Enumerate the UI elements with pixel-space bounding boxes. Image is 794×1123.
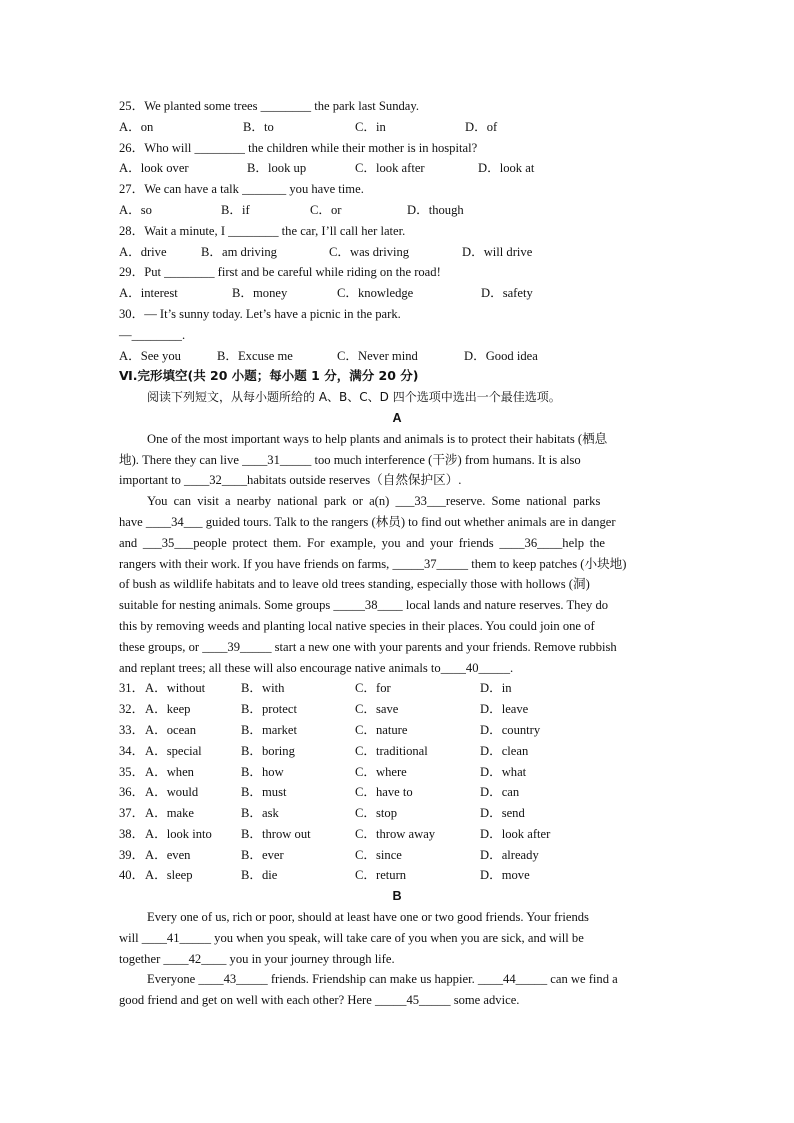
passage-line: of bush as wildlife habitats and to leave old trees standing, especially those with hollows (洞): [119, 577, 590, 592]
passage-line: have ____34___ guided tours. Talk to the rangers (林员) to find out whether animals are in danger: [119, 514, 616, 529]
option-d[interactable]: D．clean: [480, 743, 529, 758]
question-options: [119, 117, 675, 138]
option-c[interactable]: C．in: [355, 119, 386, 134]
options-row-34: [119, 741, 675, 762]
option-c[interactable]: C．traditional: [355, 743, 428, 758]
option-c[interactable]: C．have to: [355, 785, 413, 800]
option-d[interactable]: D．look at: [478, 161, 535, 176]
passage-a-label: A: [392, 410, 402, 425]
option-d[interactable]: D．of: [465, 119, 498, 134]
option-c[interactable]: C．where: [355, 764, 407, 779]
option-b[interactable]: B．look up: [247, 161, 307, 176]
option-d[interactable]: D．move: [480, 868, 530, 883]
question-stem: 26．Who will ________ the children while their mother is in hospital?: [119, 140, 478, 155]
exam-page: [119, 96, 675, 1011]
passage-line: rangers with their work. If you have friends on farms, _____37_____ them to keep patches (小块地): [119, 556, 627, 571]
question-number: 31．: [119, 681, 145, 696]
question-options: [119, 158, 675, 179]
option-a[interactable]: A．would: [145, 785, 199, 800]
options-list-a: [119, 678, 675, 886]
option-a[interactable]: A．See you: [119, 348, 181, 363]
passage-line: Every one of us, rich or poor, should at least have one or two good friends. Your friends: [147, 910, 589, 925]
option-d[interactable]: D．Good idea: [464, 348, 538, 363]
option-d[interactable]: D．in: [480, 681, 512, 696]
option-c[interactable]: C．return: [355, 868, 407, 883]
option-d[interactable]: D．send: [480, 806, 525, 821]
option-b[interactable]: B．if: [221, 202, 250, 217]
options-row-31: [119, 678, 675, 699]
passage-line: good friend and get on well with each other? Here _____45_____ some advice.: [119, 993, 520, 1008]
option-d[interactable]: D．though: [407, 202, 464, 217]
option-c[interactable]: C．since: [355, 847, 402, 862]
option-b[interactable]: B．how: [241, 764, 284, 779]
option-b[interactable]: B．boring: [241, 743, 295, 758]
question-options: [119, 200, 675, 221]
option-d[interactable]: D．safety: [481, 286, 533, 301]
question-stem: 30．— It’s sunny today. Let’s have a picnic in the park.: [119, 306, 401, 321]
option-d[interactable]: D．look after: [480, 826, 551, 841]
option-a[interactable]: A．even: [145, 847, 191, 862]
question-number: 36．: [119, 785, 145, 800]
option-b[interactable]: B．die: [241, 868, 278, 883]
option-c[interactable]: C．stop: [355, 806, 397, 821]
passage-line: You can visit a nearby national park or a(n) ___33___reserve. Some national parks: [147, 494, 601, 509]
option-b[interactable]: B．money: [232, 286, 288, 301]
passage-line: suitable for nesting animals. Some groups _____38____ local lands and nature reserves. They do: [119, 598, 609, 613]
option-c[interactable]: C．save: [355, 702, 399, 717]
question-number: 37．: [119, 806, 145, 821]
question-stem: 28．Wait a minute, I ________ the car, I’ll call her later.: [119, 223, 406, 238]
section-title: Ⅵ.完形填空(共 20 小题；每小题 1 分，满分 20 分): [119, 368, 419, 384]
option-d[interactable]: D．country: [480, 722, 541, 737]
options-row-36: [119, 782, 675, 803]
option-b[interactable]: B．am driving: [201, 244, 277, 259]
option-b[interactable]: B．must: [241, 785, 287, 800]
option-a[interactable]: A．so: [119, 202, 152, 217]
question-stem: 27．We can have a talk _______ you have time.: [119, 182, 364, 197]
options-row-38: [119, 824, 675, 845]
question-options: [119, 346, 675, 367]
option-b[interactable]: B．ever: [241, 847, 284, 862]
options-row-33: [119, 720, 675, 741]
option-b[interactable]: B．to: [243, 119, 274, 134]
question-options: [119, 283, 675, 304]
option-b[interactable]: B．ask: [241, 806, 279, 821]
question-25: [119, 96, 675, 138]
question-number: 33．: [119, 722, 145, 737]
option-a[interactable]: A．make: [145, 806, 194, 821]
question-26: [119, 138, 675, 180]
option-a[interactable]: A．when: [145, 764, 194, 779]
passage-line: One of the most important ways to help plants and animals is to protect their habitats (栖息: [147, 431, 608, 446]
option-a[interactable]: A．ocean: [145, 722, 197, 737]
question-number: 32．: [119, 702, 145, 717]
passage-line: will ____41_____ you when you speak, will take care of you when you are sick, and will be: [119, 930, 584, 945]
option-a[interactable]: A．keep: [145, 702, 191, 717]
options-row-35: [119, 762, 675, 783]
option-c[interactable]: C．throw away: [355, 826, 436, 841]
passage-line: and ___35___people protect them. For example, you and your friends ____36____help the: [119, 535, 606, 550]
option-d[interactable]: D．will drive: [462, 244, 533, 259]
option-d[interactable]: D．can: [480, 785, 520, 800]
question-27: [119, 179, 675, 221]
option-b[interactable]: B．market: [241, 722, 297, 737]
question-stem: 25．We planted some trees ________ the park last Sunday.: [119, 99, 420, 113]
option-c[interactable]: C．look after: [355, 161, 425, 176]
passage-line: together ____42____ you in your journey through life.: [119, 951, 395, 966]
option-d[interactable]: D．leave: [480, 702, 529, 717]
option-a[interactable]: A．sleep: [145, 868, 193, 883]
question-options: [119, 242, 675, 263]
option-a[interactable]: A．without: [145, 681, 206, 696]
option-a[interactable]: A．drive: [119, 244, 167, 259]
passage-line: 地). There they can live ____31_____ too much interference (干涉) from humans. It is also: [119, 452, 581, 467]
question-number: 34．: [119, 743, 145, 758]
option-a[interactable]: A．look over: [119, 161, 189, 176]
option-b[interactable]: B．Excuse me: [217, 348, 293, 363]
options-row-37: [119, 803, 675, 824]
question-number: 39．: [119, 847, 145, 862]
option-a[interactable]: A．on: [119, 119, 154, 134]
question-stem: 29．Put ________ first and be careful while riding on the road!: [119, 265, 441, 280]
option-a[interactable]: A．special: [145, 743, 202, 758]
passage-b: [119, 907, 675, 1011]
option-a[interactable]: A．look into: [145, 826, 212, 841]
option-b[interactable]: B．with: [241, 681, 285, 696]
option-c[interactable]: C．Never mind: [337, 348, 418, 363]
passage-b-label: B: [392, 889, 402, 904]
option-b[interactable]: B．throw out: [241, 826, 311, 841]
option-c[interactable]: C．was driving: [329, 244, 410, 259]
option-a[interactable]: A．interest: [119, 286, 178, 301]
option-d[interactable]: D．what: [480, 764, 527, 779]
option-b[interactable]: B．protect: [241, 702, 297, 717]
section-instruction: 阅读下列短文，从每小题所给的 A、B、C、D 四个选项中选出一个最佳选项。: [147, 390, 561, 405]
options-row-39: [119, 845, 675, 866]
options-row-40: [119, 865, 675, 886]
question-number: 38．: [119, 826, 145, 841]
option-c[interactable]: C．or: [310, 202, 342, 217]
option-c[interactable]: C．for: [355, 681, 391, 696]
passage-a: [119, 429, 675, 679]
option-c[interactable]: C．knowledge: [337, 286, 414, 301]
question-29: [119, 262, 675, 304]
passage-line: Everyone ____43_____ friends. Friendship can make us happier. ____44_____ can we find a: [147, 972, 618, 987]
passage-line: and replant trees; all these will also encourage native animals to____40_____.: [119, 660, 514, 675]
option-d[interactable]: D．already: [480, 847, 539, 862]
question-number: 35．: [119, 764, 145, 779]
question-30: [119, 304, 675, 366]
passage-line: these groups, or ____39_____ start a new one with your parents and your friends. Remove rubbish: [119, 639, 617, 654]
passage-line: important to ____32____habitats outside reserves（自然保护区）.: [119, 473, 462, 488]
option-c[interactable]: C．nature: [355, 722, 408, 737]
question-28: [119, 221, 675, 263]
options-row-32: [119, 699, 675, 720]
question-number: 40．: [119, 868, 145, 883]
passage-line: this by removing weeds and planting local native species in their places. You could join one of: [119, 618, 595, 633]
question-answer-line: —________.: [119, 327, 186, 342]
